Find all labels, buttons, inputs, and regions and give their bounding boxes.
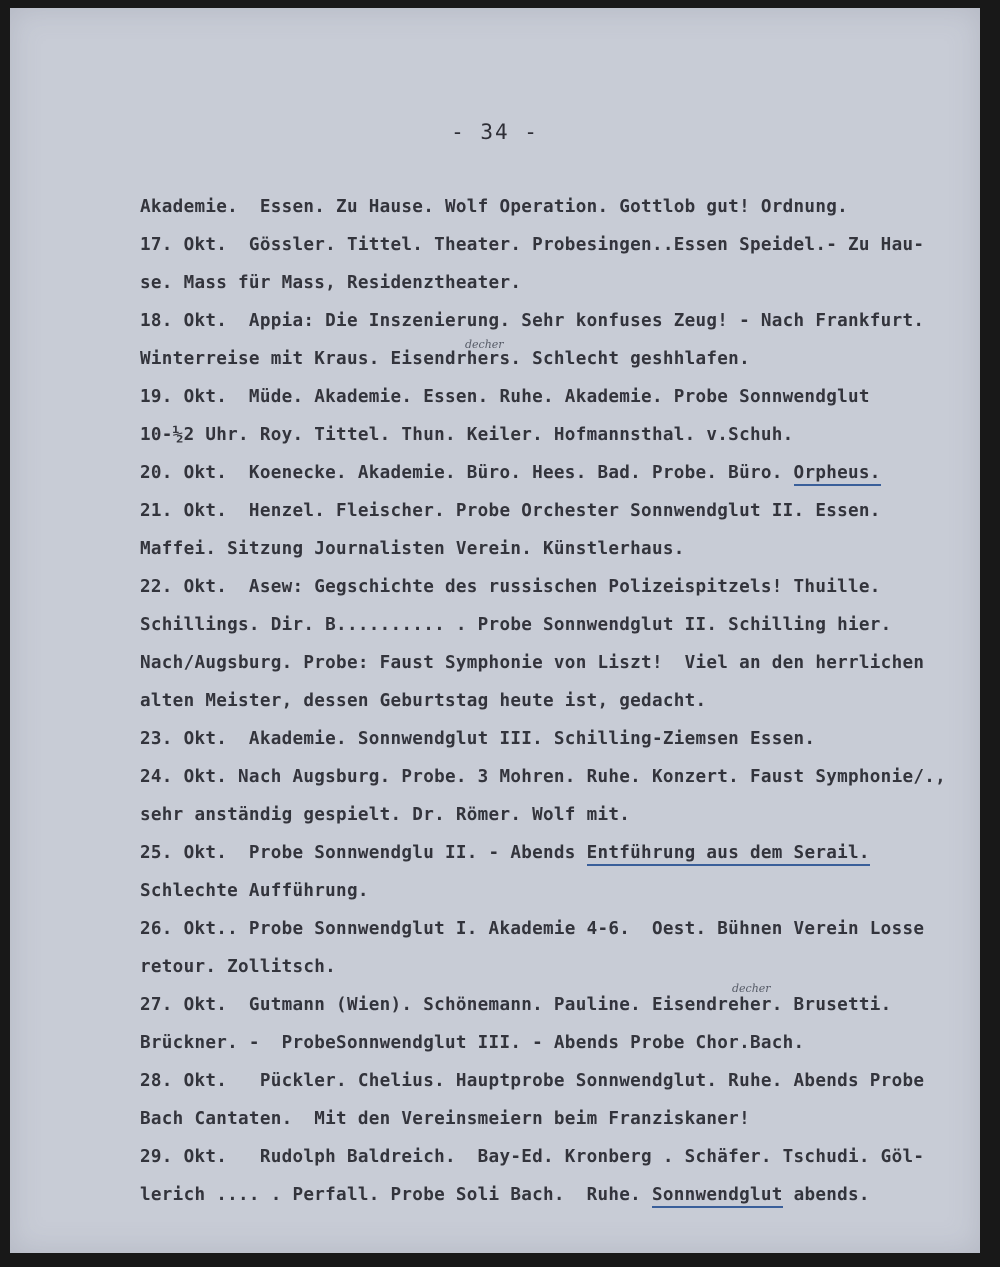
page-number: - 34 - bbox=[451, 120, 539, 144]
handwritten-annotation: decher bbox=[732, 982, 771, 995]
text-segment: 25. Okt. Probe Sonnwendglu II. - Abends bbox=[140, 843, 587, 863]
text-line: Akademie. Essen. Zu Hause. Wolf Operation. Gottlob gut! Ordnung. bbox=[140, 197, 849, 217]
text-line: 29. Okt. Rudolph Baldreich. Bay-Ed. Kronberg . Schäfer. Tschudi. Göl- bbox=[140, 1147, 925, 1167]
text-line: 24. Okt. Nach Augsburg. Probe. 3 Mohren. Ruhe. Konzert. Faust Symphonie/., bbox=[140, 767, 947, 787]
text-segment: abends. bbox=[782, 1185, 870, 1205]
text-line: retour. Zollitsch. bbox=[140, 957, 337, 977]
underlined-text: Sonnwendglut bbox=[652, 1185, 783, 1208]
text-line: 23. Okt. Akademie. Sonnwendglut III. Schilling-Ziemsen Essen. bbox=[140, 729, 816, 749]
underlined-text: Orpheus. bbox=[794, 463, 881, 486]
text-line bbox=[140, 842, 870, 864]
text-line: 22. Okt. Asew: Gegschichte des russischen Polizeispitzels! Thuille. bbox=[140, 577, 881, 597]
text-line: 18. Okt. Appia: Die Inszenierung. Sehr konfuses Zeug! - Nach Frankfurt. bbox=[140, 311, 925, 331]
text-segment: lerich .... . Perfall. Probe Soli Bach. Ruhe. bbox=[140, 1185, 652, 1205]
text-line: Schlechte Aufführung. bbox=[140, 881, 369, 901]
text-line: 26. Okt.. Probe Sonnwendglut I. Akademie 4-6. Oest. Bühnen Verein Losse bbox=[140, 919, 925, 939]
text-line: sehr anständig gespielt. Dr. Römer. Wolf mit. bbox=[140, 805, 631, 825]
text-line: Nach/Augsburg. Probe: Faust Symphonie von Liszt! Viel an den herrlichen bbox=[140, 653, 925, 673]
text-line bbox=[140, 1184, 870, 1206]
text-line: 28. Okt. Pückler. Chelius. Hauptprobe Sonnwendglut. Ruhe. Abends Probe bbox=[140, 1071, 925, 1091]
text-line bbox=[140, 462, 881, 484]
document-page bbox=[10, 8, 980, 1253]
text-line: 27. Okt. Gutmann (Wien). Schönemann. Pauline. Eisendreher. Brusetti. bbox=[140, 995, 892, 1015]
text-line: Schillings. Dir. B.......... . Probe Sonnwendglut II. Schilling hier. bbox=[140, 615, 892, 635]
underlined-text: Entführung aus dem Serail. bbox=[587, 843, 870, 866]
handwritten-annotation: decher bbox=[465, 338, 504, 351]
text-line: se. Mass für Mass, Residenztheater. bbox=[140, 273, 522, 293]
text-line: 17. Okt. Gössler. Tittel. Theater. Probesingen..Essen Speidel.- Zu Hau- bbox=[140, 235, 925, 255]
text-line: Brückner. - ProbeSonnwendglut III. - Abends Probe Chor.Bach. bbox=[140, 1033, 805, 1053]
text-segment: 20. Okt. Koenecke. Akademie. Büro. Hees. Bad. Probe. Büro. bbox=[140, 463, 794, 483]
text-line: Maffei. Sitzung Journalisten Verein. Künstlerhaus. bbox=[140, 539, 685, 559]
text-line: 10-½2 Uhr. Roy. Tittel. Thun. Keiler. Hofmannsthal. v.Schuh. bbox=[140, 425, 794, 445]
text-line: 19. Okt. Müde. Akademie. Essen. Ruhe. Akademie. Probe Sonnwendglut bbox=[140, 387, 870, 407]
text-line: Bach Cantaten. Mit den Vereinsmeiern beim Franziskaner! bbox=[140, 1109, 750, 1129]
text-line: Winterreise mit Kraus. Eisendrhers. Schlecht geshhlafen. bbox=[140, 349, 750, 369]
text-line: 21. Okt. Henzel. Fleischer. Probe Orchester Sonnwendglut II. Essen. bbox=[140, 501, 881, 521]
text-line: alten Meister, dessen Geburtstag heute ist, gedacht. bbox=[140, 691, 707, 711]
